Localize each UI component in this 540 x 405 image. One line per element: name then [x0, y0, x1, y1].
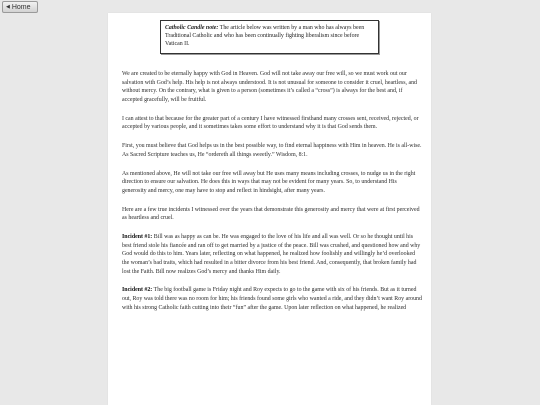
incident-paragraph: Incident #2: The big football game is Friday night and Roy expects to go to the game with six of his friends. But as it turned out, Roy was told there was no room for him; his friends found some girls who wanted a ride, and they didn’t want Roy around with his strong Catholic faith cutting into their “fun” after the game. Upon later reflection on what happened, he realized	[122, 287, 422, 311]
paragraph: We are created to be eternally happy with God in Heaven. God will not take away our free will, so we must work out our salvation with God’s help. His help is not always understood. It is not unusual for someone to consider it cruel, heartless, and without mercy. On the contrary, what is given to a person (sometimes it’s called a “cross”) is always for the best and, if accepted gracefully, will be fruitful.	[122, 71, 417, 103]
paragraph: First, you must believe that God helps us in the best possible way, to find eternal happiness with Him in heaven. He is all-wise. As Sacred Scripture teaches us, He “ordereth all things sweetly.” Wisdom, 8:1.	[122, 143, 422, 158]
note-text: The article below was written by a man who has always been Traditional Catholic and who has been continually fighting liberalism since before Vatican II.	[165, 25, 365, 47]
paragraph: I can attest to that because for the greater part of a century I have witnessed firsthand many crosses sent, received, rejected, or accepted by various people, and it sometimes takes some effort to understand why it is that God sends them.	[122, 115, 419, 131]
incident-label: Incident #2:	[122, 287, 153, 294]
paragraph: Here are a few true incidents I witnessed over the years that demonstrate this generosity and mercy that were at first perceived as heartless and cruel.	[122, 206, 420, 222]
article-body	[122, 70, 422, 323]
home-button-label: Home	[11, 3, 31, 11]
home-button[interactable]	[2, 1, 38, 13]
incident-paragraph: Incident #1: Bill was as happy as can be. He was engaged to the love of his life and all was well. Or so he thought until his best friend stole his fiancée and ran off to get married by a justice of the peace. Bill was crushed, and questioned how and why God would do this to him. Years later, reflecting on what happened, he realized how foolishly and willingly he’d overlooked the woman’s bad traits, which had resulted in a bitter divorce from his best friend. And, consequently, that broken family had lost the Faith. Bill now realizes God’s mercy and thanks Him daily.	[122, 234, 421, 275]
note-label: Catholic Candle note:	[165, 25, 219, 31]
document-page	[108, 13, 431, 405]
editor-note-box	[160, 20, 379, 54]
triangle-left-icon: ◀	[6, 3, 10, 10]
paragraph: As mentioned above, He will not take our free will away but He uses many means including crosses, to nudge us in the right direction to ensure our salvation. He does this in ways that may not be evident for many years. So, to understand His generosity and mercy, one may have to stop and reflect in hindsight, after many years.	[122, 170, 416, 194]
incident-label: Incident #1:	[122, 234, 153, 241]
